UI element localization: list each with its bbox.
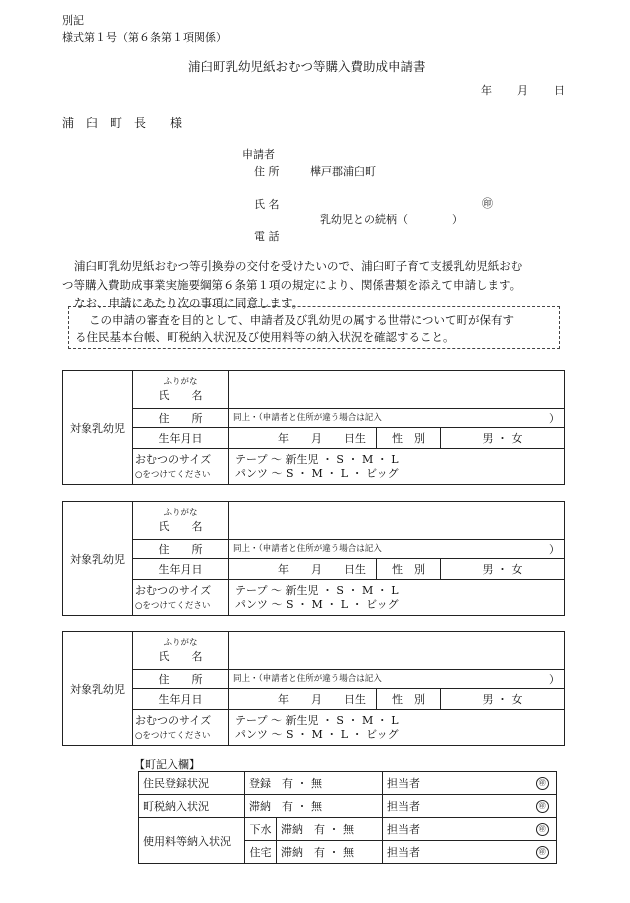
birth-label: 生年月日 [133, 559, 229, 580]
address-value: 樺戸郡浦臼町 [310, 165, 376, 178]
staff-label: 担当者 [383, 818, 529, 841]
furigana-label: ふりがな [163, 638, 198, 648]
gender-label: 性 別 [377, 689, 441, 710]
address-note: 同上・（申請者と住所が違う場合は記入 [233, 413, 382, 423]
form-title: 浦臼町乳幼児紙おむつ等購入費助成申請書 [188, 59, 426, 74]
address-label: 住 所 [254, 165, 280, 178]
applicant-label: 申請者 [242, 148, 275, 161]
size-label: おむつのサイズ [135, 453, 212, 466]
tape-options[interactable]: テープ ～ 新生児 ・ S ・ M ・ L [235, 583, 399, 597]
consent-line-1: この申請の審査を目的として、申請者及び乳幼児の属する世帯について町が保有す [89, 313, 515, 327]
body-line-2: つ等購入費助成事業実施要綱第６条第１項の規定により、関係書類を添えて申請します。 [62, 277, 522, 292]
size-label-cell [133, 710, 229, 746]
furigana-label: ふりがな [163, 377, 198, 387]
child-address-label: 住 所 [133, 409, 229, 428]
size-options[interactable] [229, 449, 565, 485]
staff-label: 担当者 [383, 841, 529, 864]
child-table-3 [62, 631, 565, 746]
office-table [138, 771, 557, 864]
resident-value[interactable]: 登録 有 ・ 無 [245, 772, 383, 795]
birth-label: 生年月日 [133, 689, 229, 710]
child-name-label: 氏 名 [158, 520, 203, 533]
child-name-field[interactable] [229, 502, 565, 540]
tax-value[interactable]: 滞納 有 ・ 無 [245, 795, 383, 818]
seal-icon: ㊞ [536, 846, 549, 859]
size-note: ○をつけてください [135, 601, 211, 611]
target-child-label: 対象乳幼児 [63, 502, 133, 616]
name-label: 氏 名 [254, 198, 280, 211]
size-note: ○をつけてください [135, 731, 211, 741]
birth-field[interactable]: 年 月 日生 [229, 559, 377, 580]
form-number: 様式第１号（第６条第１項関係） [62, 31, 227, 44]
addressee: 浦 臼 町 長 様 [62, 116, 183, 130]
consent-line-2: る住民基本台帳、町税納入状況及び使用料等の納入状況を確認すること。 [75, 330, 455, 344]
body-paragraph [62, 257, 572, 313]
water-value[interactable]: 滞納 有 ・ 無 [277, 818, 383, 841]
child-table-1 [62, 370, 565, 485]
seal-mark: ㊞ [482, 197, 493, 210]
appendix-label: 別記 [62, 14, 84, 27]
size-label-cell [133, 580, 229, 616]
child-address-field[interactable] [229, 670, 565, 689]
address-note: 同上・（申請者と住所が違う場合は記入 [233, 674, 382, 684]
seal-icon: ㊞ [536, 823, 549, 836]
seal-icon: ㊞ [536, 800, 549, 813]
child-address-label: 住 所 [133, 670, 229, 689]
gender-field[interactable]: 男 ・ 女 [441, 559, 565, 580]
tape-options[interactable]: テープ ～ 新生児 ・ S ・ M ・ L [235, 713, 399, 727]
size-options[interactable] [229, 580, 565, 616]
staff-seal [529, 841, 557, 864]
address-close-paren: ） [549, 543, 560, 556]
gender-field[interactable]: 男 ・ 女 [441, 428, 565, 449]
office-heading: 【町記入欄】 [134, 758, 200, 771]
staff-label: 担当者 [383, 772, 529, 795]
furigana-name-label [133, 632, 229, 670]
relation-field: 乳幼児との続柄（ ） [320, 213, 463, 226]
pants-options[interactable]: パンツ ～ S ・ M ・ L ・ ビッグ [235, 597, 399, 611]
target-child-label: 対象乳幼児 [63, 371, 133, 485]
resident-label: 住民登録状況 [139, 772, 245, 795]
birth-label: 生年月日 [133, 428, 229, 449]
water-label: 下水 [245, 818, 277, 841]
child-table-2 [62, 501, 565, 616]
child-name-field[interactable] [229, 371, 565, 409]
gender-label: 性 別 [377, 428, 441, 449]
address-note: 同上・（申請者と住所が違う場合は記入 [233, 544, 382, 554]
fee-label: 使用料等納入状況 [139, 818, 245, 864]
child-name-label: 氏 名 [158, 650, 203, 663]
date-day: 日 [554, 84, 565, 97]
child-address-field[interactable] [229, 540, 565, 559]
housing-value[interactable]: 滞納 有 ・ 無 [277, 841, 383, 864]
seal-icon: ㊞ [536, 777, 549, 790]
pants-options[interactable]: パンツ ～ S ・ M ・ L ・ ビッグ [235, 727, 399, 741]
child-address-field[interactable] [229, 409, 565, 428]
birth-field[interactable]: 年 月 日生 [229, 428, 377, 449]
size-note: ○をつけてください [135, 470, 211, 480]
furigana-name-label [133, 502, 229, 540]
size-label-cell [133, 449, 229, 485]
address-close-paren: ） [549, 412, 560, 425]
staff-seal [529, 818, 557, 841]
gender-field[interactable]: 男 ・ 女 [441, 689, 565, 710]
size-options[interactable] [229, 710, 565, 746]
address-close-paren: ） [549, 673, 560, 686]
date-month: 月 [517, 84, 528, 97]
staff-seal [529, 795, 557, 818]
gender-label: 性 別 [377, 559, 441, 580]
body-line-1: 浦臼町乳幼児紙おむつ等引換券の交付を受けたいので、浦臼町子育て支援乳幼児紙おむ [74, 259, 523, 273]
child-name-label: 氏 名 [158, 389, 203, 402]
phone-label: 電 話 [254, 230, 280, 243]
body-line-3: なお、申請にあたり次の事項に同意します。 [74, 296, 304, 310]
size-label: おむつのサイズ [135, 584, 212, 597]
consent-box [68, 306, 560, 349]
tax-label: 町税納入状況 [139, 795, 245, 818]
date-year: 年 [481, 84, 492, 97]
size-label: おむつのサイズ [135, 714, 212, 727]
child-name-field[interactable] [229, 632, 565, 670]
staff-seal [529, 772, 557, 795]
pants-options[interactable]: パンツ ～ S ・ M ・ L ・ ビッグ [235, 466, 399, 480]
furigana-label: ふりがな [163, 508, 198, 518]
target-child-label: 対象乳幼児 [63, 632, 133, 746]
furigana-name-label [133, 371, 229, 409]
staff-label: 担当者 [383, 795, 529, 818]
housing-label: 住宅 [245, 841, 277, 864]
tape-options[interactable]: テープ ～ 新生児 ・ S ・ M ・ L [235, 452, 399, 466]
birth-field[interactable]: 年 月 日生 [229, 689, 377, 710]
child-address-label: 住 所 [133, 540, 229, 559]
